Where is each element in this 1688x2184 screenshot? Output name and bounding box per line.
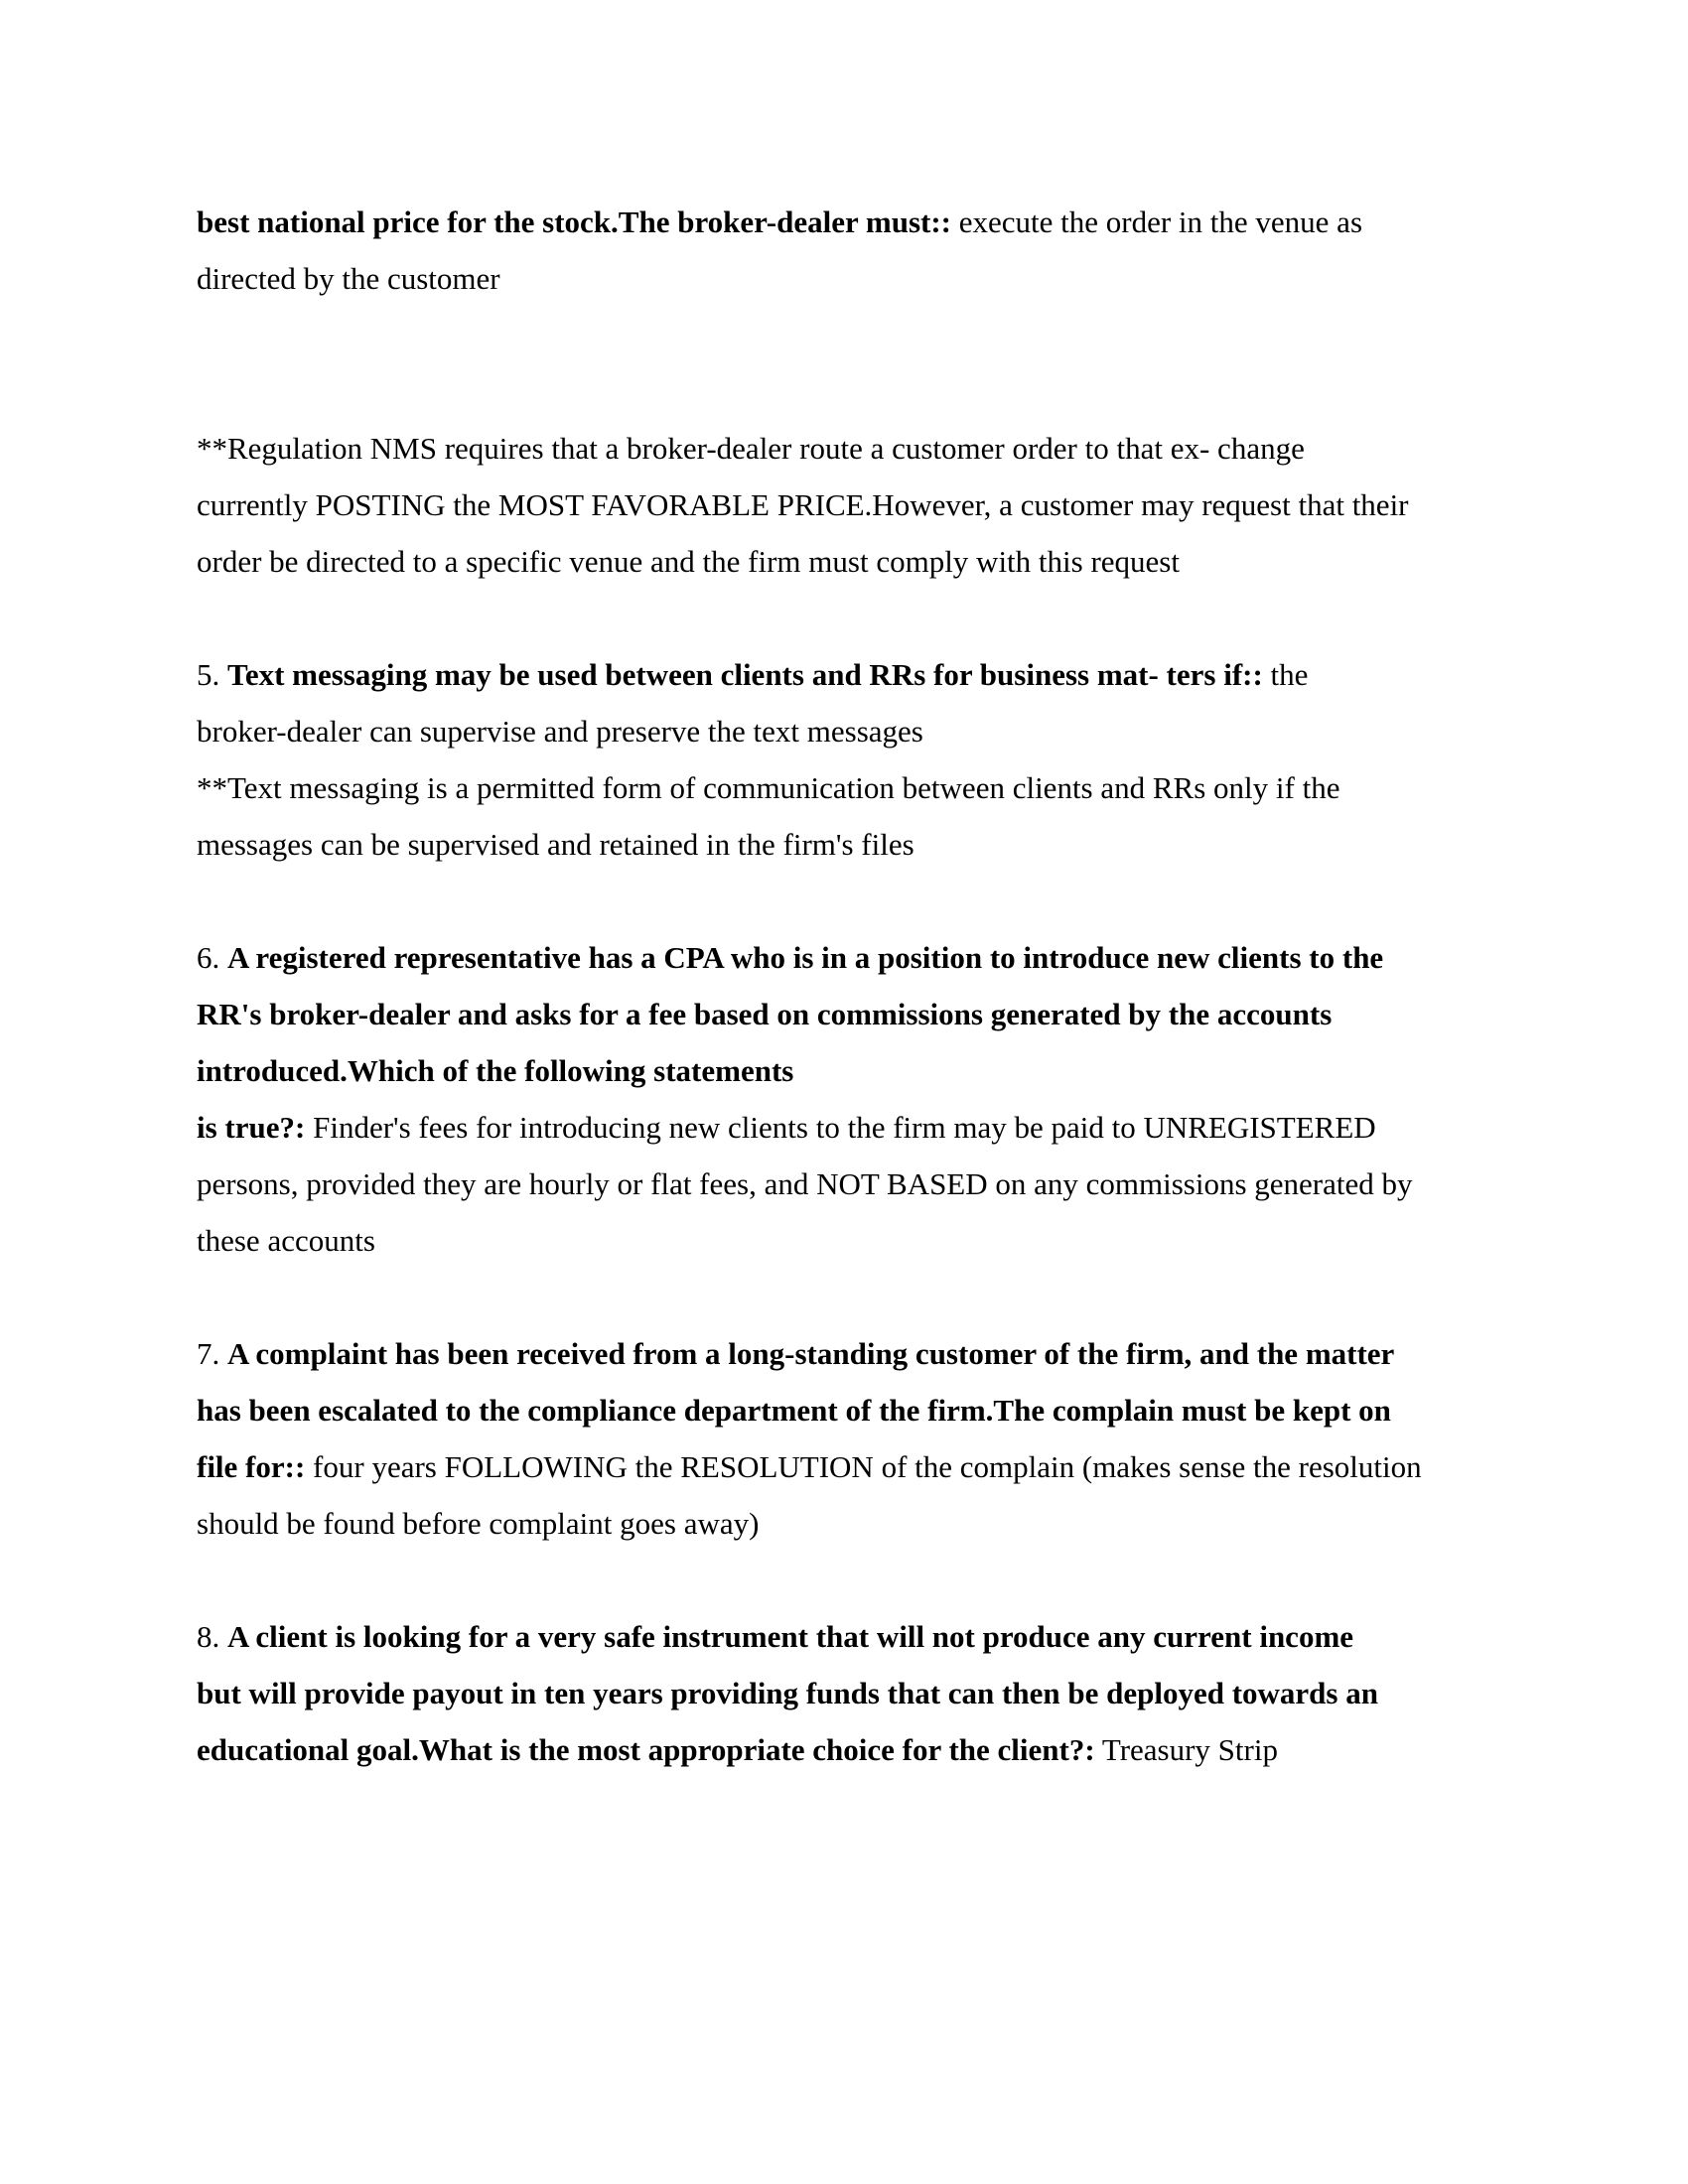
question-7-text-1: A complaint has been received from a long-standing customer of the firm, and the matter: [227, 1336, 1395, 1371]
question-7-number: 7.: [197, 1336, 227, 1371]
answer-intro-text: execute the order in the venue as: [951, 205, 1363, 239]
question-5-text: Text messaging may be used between clients and RRs for business mat- ters if::: [227, 657, 1263, 692]
note-regulation-nms: [197, 420, 1487, 590]
question-6-line-4: [197, 1099, 1487, 1156]
answer-5-text: the: [1262, 657, 1309, 692]
question-8-line-2: [197, 1665, 1487, 1721]
note-nms-line-2: currently POSTING the MOST FAVORABLE PRICE.However, a customer may request that their: [197, 487, 1409, 522]
question-6-text-2: RR's broker-dealer and asks for a fee based on commissions generated by the accounts: [197, 997, 1333, 1031]
question-6-line-2: [197, 986, 1487, 1042]
question-6-line-3: [197, 1042, 1487, 1099]
spacer: [197, 873, 1487, 929]
question-7-text-3: file for::: [197, 1449, 306, 1484]
question-7-line-3: [197, 1438, 1487, 1495]
question-intro-text: best national price for the stock.The broker-dealer must::: [197, 205, 951, 239]
question-8-line-3: [197, 1721, 1487, 1778]
note-5-line-2: messages can be supervised and retained in the firm's files: [197, 827, 914, 862]
answer-6-text-1: Finder's fees for introducing new clients to the firm may be paid to UNREGISTERED: [305, 1110, 1376, 1145]
spacer: [197, 590, 1487, 646]
question-8-text-2: but will provide payout in ten years providing funds that can then be deployed towards an: [197, 1676, 1378, 1710]
spacer: [197, 307, 1487, 420]
question-intro: [197, 194, 1487, 307]
question-8-text-1: A client is looking for a very safe instrument that will not produce any current income: [227, 1619, 1354, 1654]
question-7-text-2: has been escalated to the compliance department of the firm.The complain must be kept on: [197, 1393, 1391, 1428]
note-nms-line-1: **Regulation NMS requires that a broker-dealer route a customer order to that ex- change: [197, 431, 1305, 466]
question-7-line-1: [197, 1325, 1487, 1382]
answer-8-text: Treasury Strip: [1094, 1732, 1278, 1767]
answer-6-line-3: these accounts: [197, 1223, 375, 1258]
question-6-text-3: introduced.Which of the following statements: [197, 1053, 794, 1088]
answer-intro-line-2: directed by the customer: [197, 261, 500, 296]
question-8-text-3: educational goal.What is the most appropriate choice for the client?:: [197, 1732, 1095, 1767]
note-nms-line-3: order be directed to a specific venue and the firm must comply with this request: [197, 544, 1180, 579]
question-6-text-4: is true?:: [197, 1110, 306, 1145]
note-5-line-1: **Text messaging is a permitted form of communication between clients and RRs only if the: [197, 770, 1340, 805]
question-5: [197, 646, 1487, 873]
question-5-number: 5.: [197, 657, 227, 692]
question-8-line-1: [197, 1608, 1487, 1665]
question-7: [197, 1325, 1487, 1552]
question-6-text-1: A registered representative has a CPA who is in a position to introduce new clients to the: [227, 940, 1384, 975]
question-8: [197, 1608, 1487, 1778]
answer-5-line-2: broker-dealer can supervise and preserve the text messages: [197, 714, 923, 749]
question-intro-line-1: [197, 194, 1487, 250]
question-7-line-2: [197, 1382, 1487, 1438]
answer-7-line-2: should be found before complaint goes away): [197, 1506, 760, 1541]
question-6: [197, 929, 1487, 1269]
spacer: [197, 1269, 1487, 1325]
question-6-number: 6.: [197, 940, 227, 975]
question-5-line-1: [197, 646, 1487, 703]
answer-6-line-2: persons, provided they are hourly or flat fees, and NOT BASED on any commissions generated by: [197, 1166, 1413, 1201]
question-6-line-1: [197, 929, 1487, 986]
question-8-number: 8.: [197, 1619, 227, 1654]
spacer: [197, 1552, 1487, 1608]
answer-7-text-1: four years FOLLOWING the RESOLUTION of the complain (makes sense the resolution: [305, 1449, 1422, 1484]
document-body: [197, 194, 1487, 1778]
